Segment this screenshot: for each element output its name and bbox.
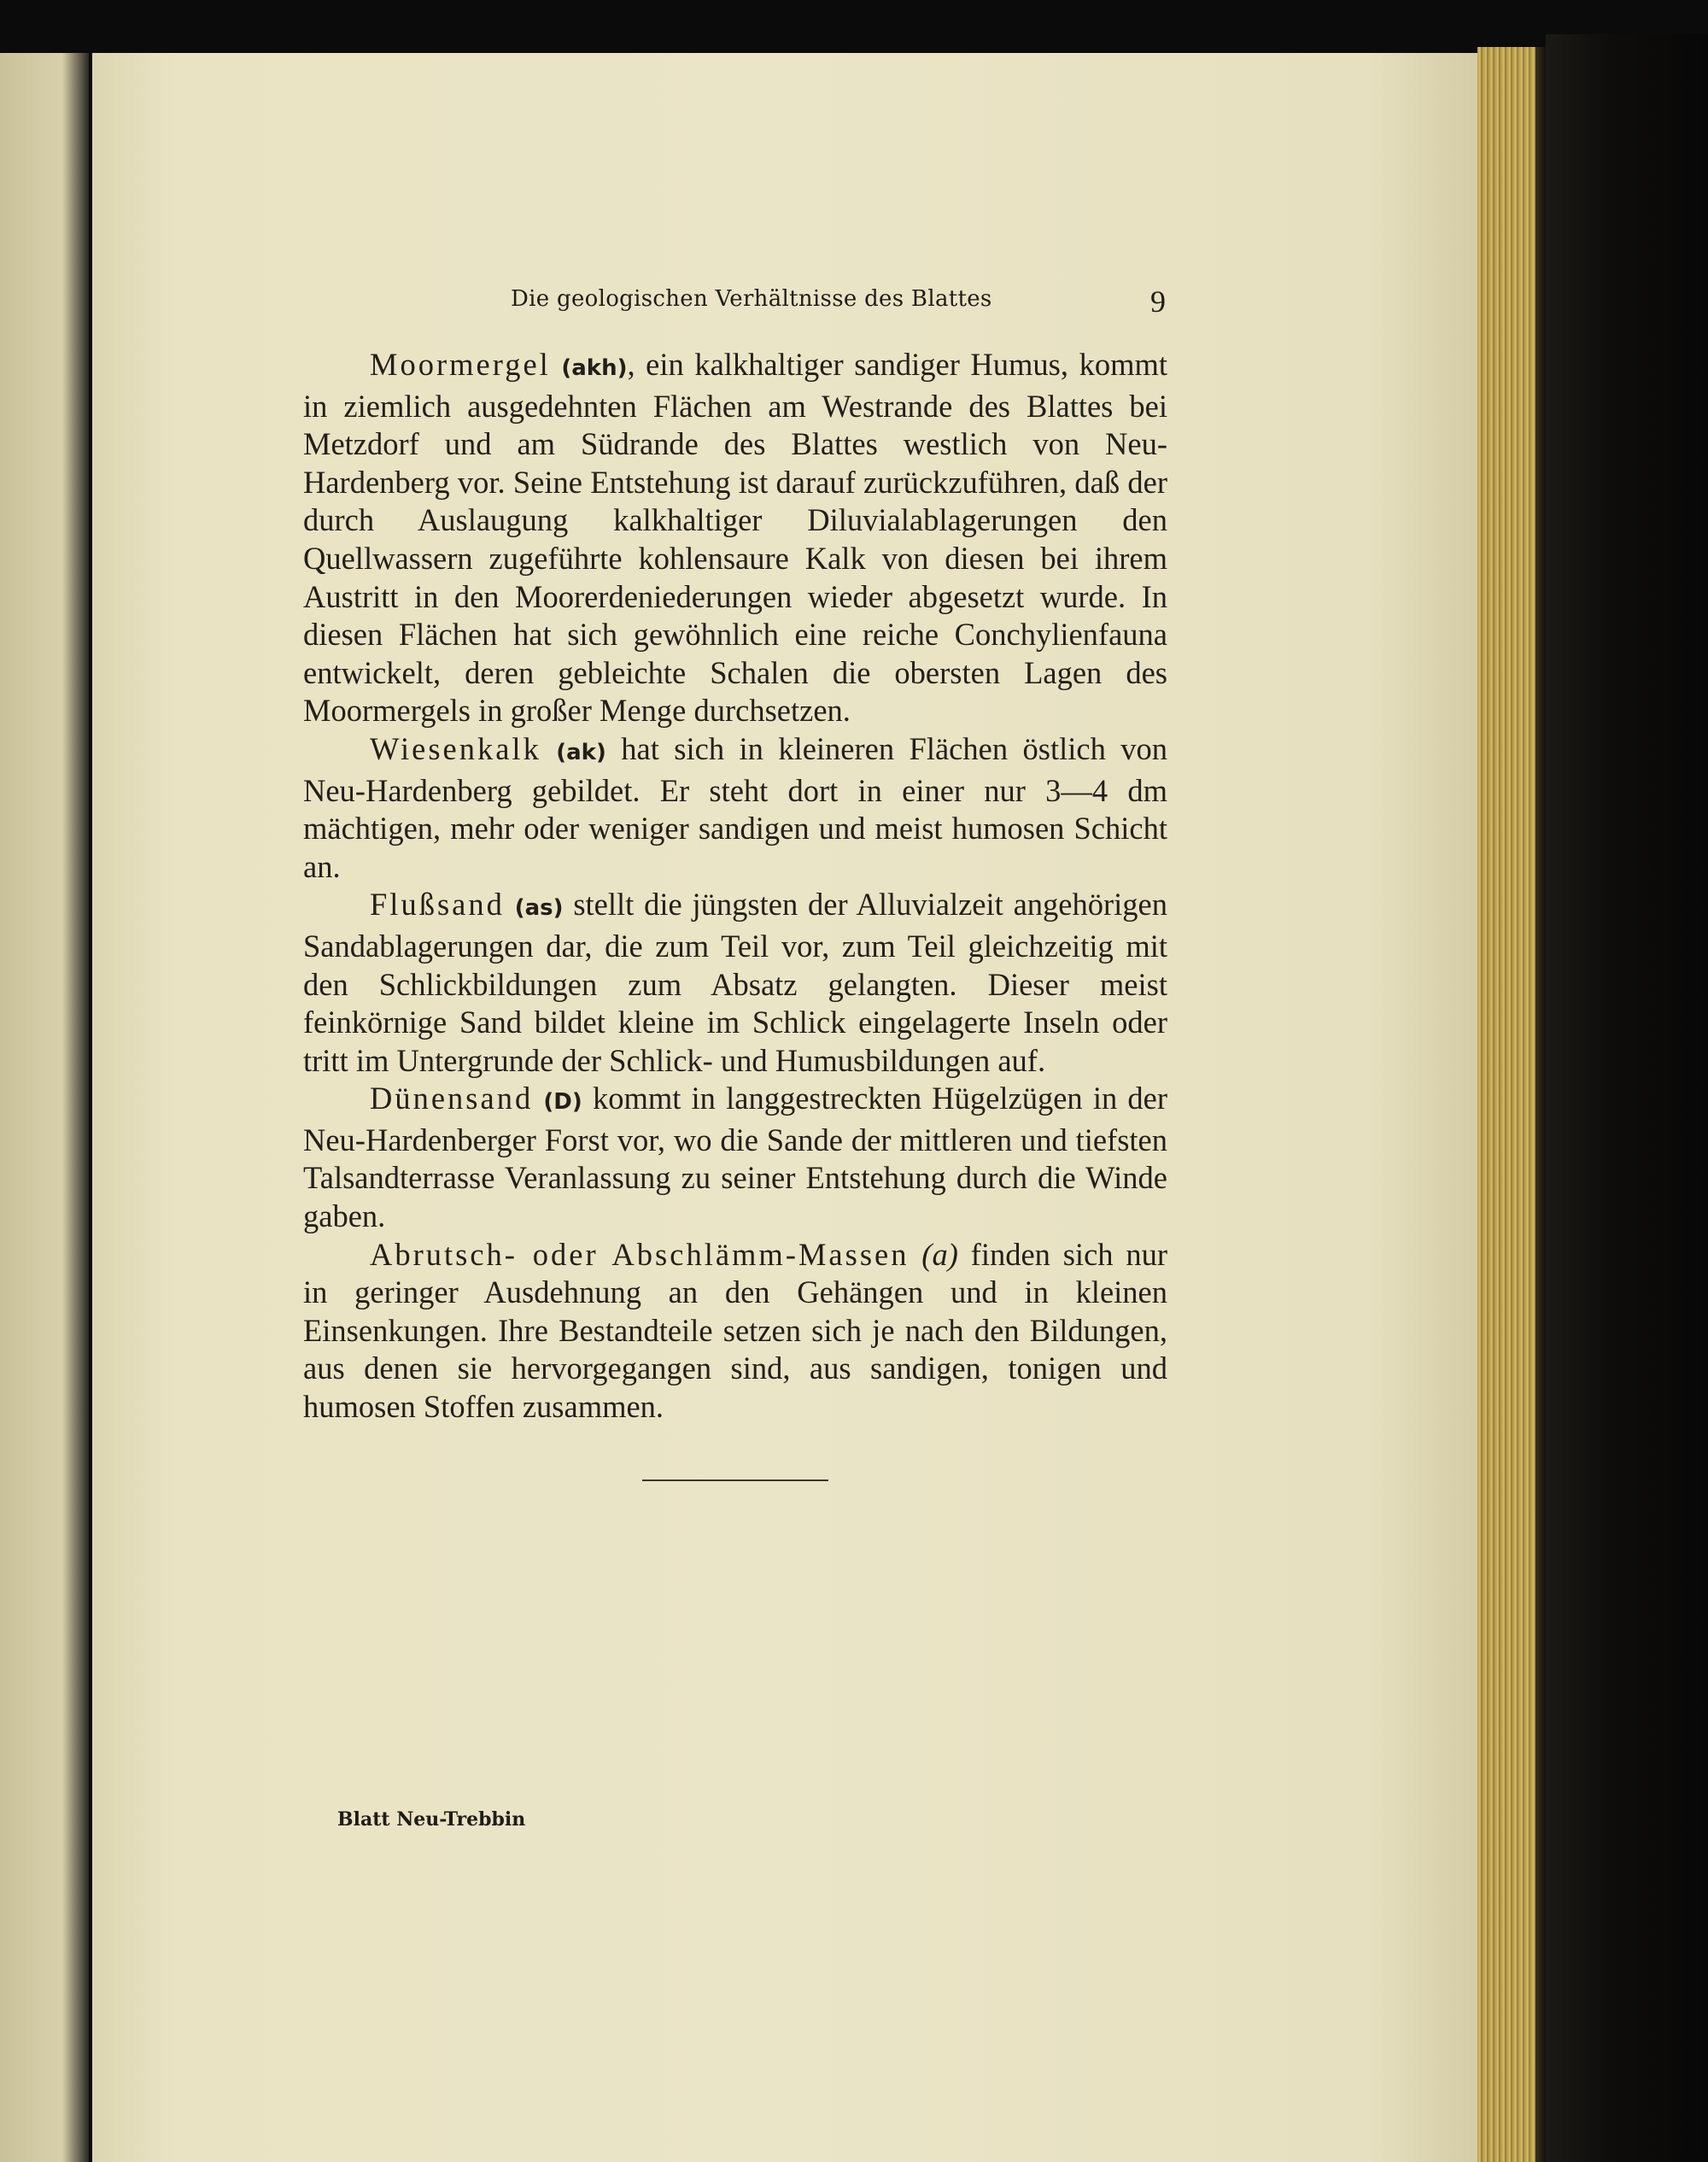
left-page-edge — [0, 53, 89, 2162]
paragraph-wiesenkalk — [303, 730, 1167, 886]
paragraph-text: kommt in langgestreckten Hügelzügen in der Neu-Hardenberger Forst vor, wo die Sande der mittleren und tiefsten Talsandterrasse Veranlassung zu seiner Entstehung durch die Winde gaben. — [303, 1081, 1168, 1234]
paragraph-text: finden sich nur in geringer Ausdehnung an den Gehängen und in kleinen Einsenkungen. Ihre Bestandteile setzen sich je nach den Bildungen, aus denen sie hervorgegangen sind, aus sandigen, tonigen und humosen Stoffen zusammen. — [303, 1236, 1167, 1425]
term-duenensand: Dünensand — [370, 1081, 534, 1116]
paragraph-text: stellt die jüngsten der Alluvialzeit angehörigen Sandablagerungen dar, die zum Teil vor, zum Teil gleichzeitig mit den Schlickbildungen zum Absatz gelangten. Dieser meist feinkörnige Sand bildet kleine im Schlick eingelagerte Inseln oder tritt im Untergrunde der Schlick- und Humusbildungen auf. — [303, 887, 1167, 1078]
term-abrutsch: Abrutsch- oder Abschlämm-Massen — [370, 1236, 910, 1272]
term-flusssand: Flußsand — [370, 887, 505, 923]
paragraph-flusssand — [303, 886, 1167, 1080]
paragraph-text: , ein kalkhaltiger sandiger Humus, kommt in ziemlich ausgedehnten Flächen am Westrande des Blattes bei Metzdorf und am Südrande des Blattes westlich von Neu-Hardenberg vor. Seine Entstehung ist darauf zurückzuführen, daß der durch Auslaugung kalkhaltiger Diluvialablagerungen den Quellwassern zugeführte kohlensaure Kalk von diesen bei ihrem Austritt in den Moorerdeniederungen wieder abgesetzt wurde. In diesen Flächen hat sich gewöhnlich eine reiche Conchylienfauna entwickelt, deren gebleichte Schalen die obersten Lagen des Moormergels in großer Menge durchsetzen. — [303, 347, 1167, 729]
page-stack-edge — [1477, 47, 1546, 2162]
symbol-ak: (ak) — [556, 739, 606, 765]
symbol-akh: (akh) — [561, 355, 628, 381]
symbol-as: (as) — [514, 895, 564, 922]
symbol-a: (a) — [921, 1236, 958, 1272]
book-cover-edge — [1546, 34, 1708, 2162]
section-divider — [642, 1479, 828, 1481]
symbol-d: (D) — [543, 1089, 582, 1116]
term-wiesenkalk: Wiesenkalk — [370, 730, 541, 766]
footer-signature: Blatt Neu-Trebbin — [337, 1808, 526, 1831]
term-moormergel: Moormergel — [370, 347, 551, 382]
running-title: Die geologischen Verhältnisse des Blattes — [511, 286, 992, 312]
paragraph-moormergel — [303, 346, 1167, 730]
paragraph-abrutsch — [303, 1236, 1167, 1427]
page-number: 9 — [1150, 284, 1166, 319]
paragraph-text: hat sich in kleineren Flächen östlich von Neu-Hardenberg gebildet. Er steht dort in einer nur 3—4 dm mächtigen, mehr oder weniger sandigen und meist humosen Schicht an. — [303, 730, 1167, 884]
body-text — [303, 346, 1167, 1427]
paragraph-duenensand — [303, 1080, 1167, 1235]
